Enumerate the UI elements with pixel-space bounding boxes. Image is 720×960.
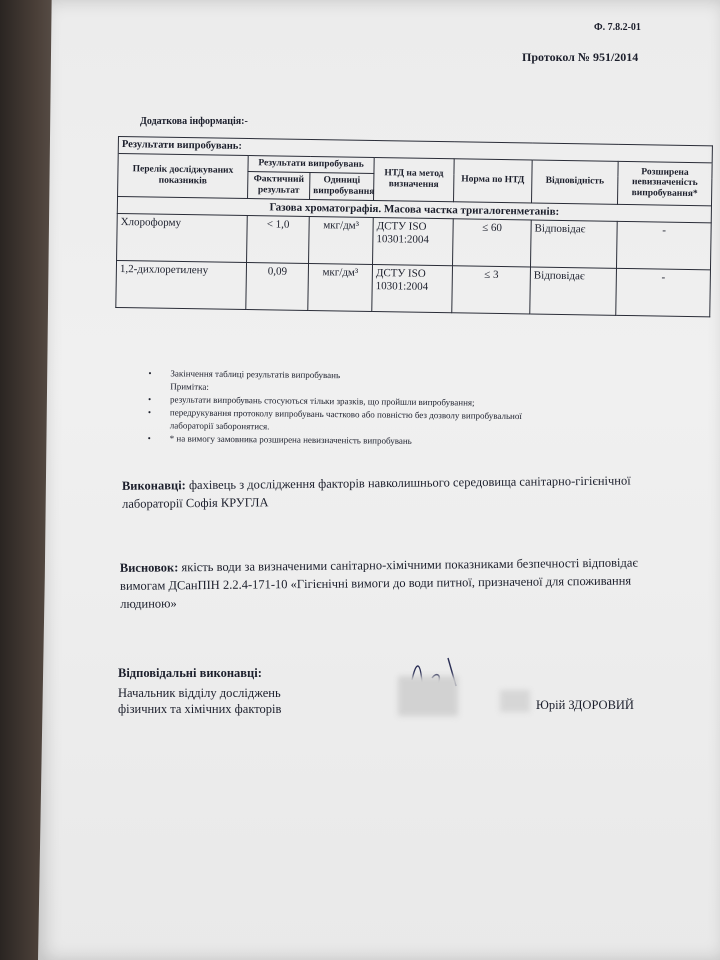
table-section-title: Газова хроматографія. Масова частка тригалогенметанів: <box>117 196 711 223</box>
results-table <box>115 136 713 318</box>
conclusion-text: якість води за визначеними санітарно-хімічними показниками безпечності відповідає вимогам ДСанПІН 2.2.4-171-10 «Гігієнічні вимоги до води питної, призначеної для споживання людиною» <box>119 555 638 611</box>
responsible-position-line1: Начальник відділу досліджень <box>118 686 281 700</box>
note-item: • * на вимогу замовника розширена невизначеність випробувань <box>148 432 688 451</box>
cell-uncertainty: - <box>616 222 711 270</box>
redacted-signature-area <box>500 690 530 712</box>
responsible-title: Відповідальні виконавці: <box>118 666 262 680</box>
conclusion-label: Висновок: <box>119 560 179 575</box>
cell-uncertainty: - <box>616 269 711 317</box>
table-row <box>116 261 711 317</box>
header-ntd-method: НТД на метод визначення <box>374 158 455 202</box>
header-units: Одиниці випробування <box>310 173 374 201</box>
form-code: Ф. 7.8.2-01 <box>594 22 641 33</box>
note-item: • результати випробувань стосуються тільки зразків, що пройшли випробування; <box>148 393 688 412</box>
header-norm: Норма по НТД <box>454 159 533 203</box>
cell-units: мкг/дм³ <box>308 264 373 312</box>
cell-method: ДСТУ ISO 10301:2004 <box>372 265 453 313</box>
cell-method: ДСТУ ISO 10301:2004 <box>373 218 454 266</box>
additional-info-label: Додаткова інформація:- <box>140 116 248 127</box>
cell-compliance: Відповідає <box>530 267 617 315</box>
cell-compliance: Відповідає <box>530 220 617 268</box>
table-notes <box>148 367 689 451</box>
responsible-name: Юрій ЗДОРОВИЙ <box>536 698 634 712</box>
header-indicator: Перелік досліджуваних показників <box>118 154 249 199</box>
table-caption: Результати випробувань: <box>118 137 712 163</box>
note-label: Примітка: <box>170 381 209 392</box>
cell-actual: < 1,0 <box>247 216 310 264</box>
cell-indicator: Хлороформу <box>117 214 248 263</box>
performers-label: Виконавці: <box>121 478 186 493</box>
performers-text: фахівець з дослідження факторів навколишнього середовища санітарно-гігієнічної лабораторії Софія КРУГЛА <box>122 473 631 511</box>
header-uncertainty: Розширена невизначеність випробування* <box>617 161 712 205</box>
cell-indicator: 1,2-дихлоретилену <box>116 261 247 310</box>
redacted-signature-area <box>398 676 458 716</box>
cell-actual: 0,09 <box>246 263 309 311</box>
note-item: • передрукування протоколу випробувань частково або повністю без дозволу випробувальної <box>148 406 688 425</box>
responsible-position-line2: фізичних та хімічних факторів <box>118 702 282 716</box>
cell-units: мкг/дм³ <box>309 217 374 265</box>
note-end-of-table: • Закінчення таблиці результатів випробувань <box>148 367 688 386</box>
header-results-group: Результати випробувань <box>248 156 374 174</box>
header-compliance: Відповідність <box>532 160 619 204</box>
cell-norm: ≤ 3 <box>452 266 531 314</box>
protocol-number: Протокол № 951/2014 <box>522 50 639 64</box>
performers-block <box>122 471 662 513</box>
note-item-continued: лабораторії заборонятися. <box>169 420 270 432</box>
conclusion-block <box>120 553 681 613</box>
header-actual: Фактичний результат <box>248 172 310 200</box>
cell-norm: ≤ 60 <box>452 219 531 267</box>
